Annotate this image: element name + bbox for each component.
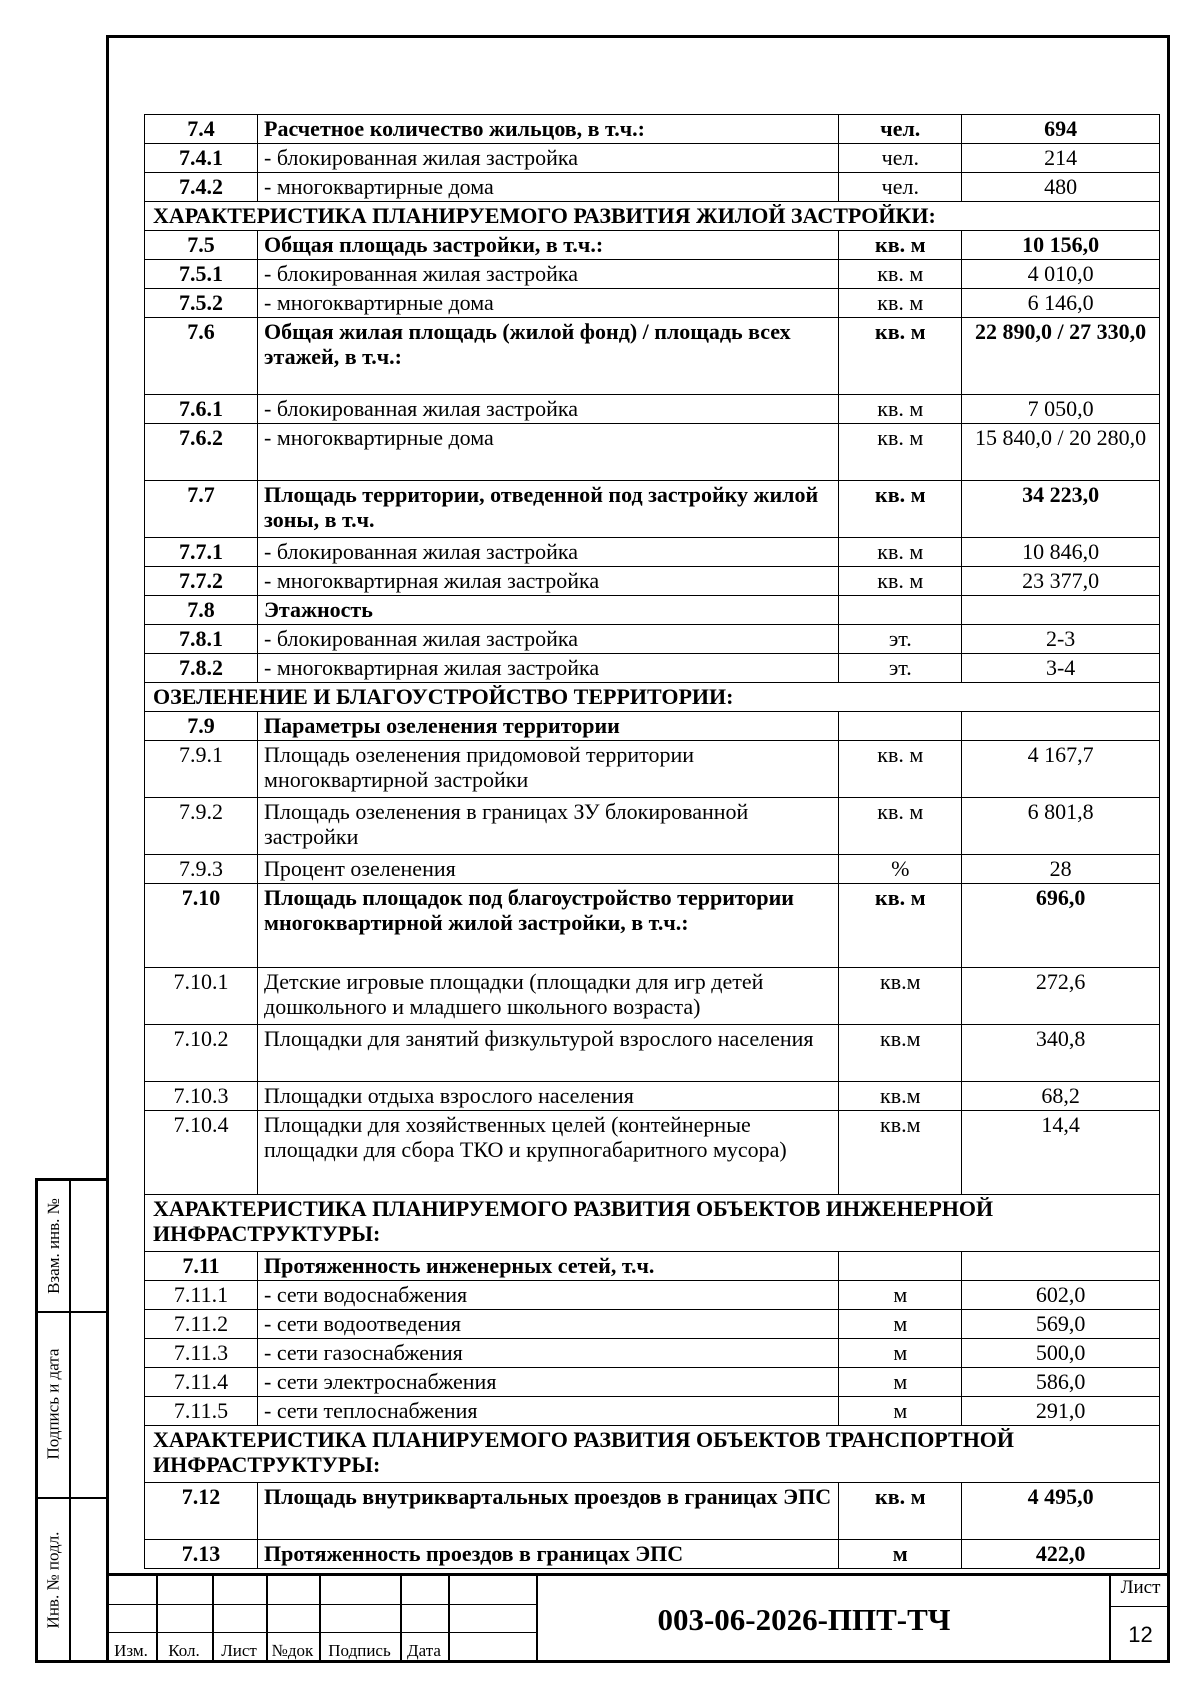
table-row xyxy=(145,596,1160,625)
row-number: 7.9.1 xyxy=(145,741,258,798)
table-row xyxy=(145,654,1160,683)
row-name: Детские игровые площадки (площадки для игр детей дошкольного и младшего школьного возраста) xyxy=(258,968,839,1025)
table-row xyxy=(145,712,1160,741)
row-unit: кв.м xyxy=(839,1025,962,1082)
table-row xyxy=(145,424,1160,481)
row-value: 480 xyxy=(962,173,1160,202)
table-row xyxy=(145,538,1160,567)
row-number: 7.9.2 xyxy=(145,798,258,855)
side-cell-replace-inv xyxy=(38,1181,69,1313)
section-title: ХАРАКТЕРИСТИКА ПЛАНИРУЕМОГО РАЗВИТИЯ ОБЪЕКТОВ ИНЖЕНЕРНОЙ ИНФРАСТРУКТУРЫ: xyxy=(145,1195,1160,1252)
row-name: - блокированная жилая застройка xyxy=(258,260,839,289)
row-number: 7.11.3 xyxy=(145,1339,258,1368)
stamp-hline-sheet xyxy=(1109,1606,1170,1607)
table-row xyxy=(145,144,1160,173)
row-number: 7.8.1 xyxy=(145,625,258,654)
table-row xyxy=(145,231,1160,260)
row-name: Процент озеленения xyxy=(258,855,839,884)
row-number: 7.11.5 xyxy=(145,1397,258,1426)
row-number: 7.7.1 xyxy=(145,538,258,567)
section-header-row xyxy=(145,1195,1160,1252)
table-row xyxy=(145,1339,1160,1368)
table-row xyxy=(145,1368,1160,1397)
stamp-header-signature: Подпись xyxy=(328,1641,391,1660)
row-value: 696,0 xyxy=(962,884,1160,968)
row-unit: кв. м xyxy=(839,481,962,538)
row-value: 4 495,0 xyxy=(962,1483,1160,1540)
row-unit: кв.м xyxy=(839,968,962,1025)
row-unit: кв.м xyxy=(839,1111,962,1195)
row-number: 7.5 xyxy=(145,231,258,260)
row-value: 214 xyxy=(962,144,1160,173)
table-row xyxy=(145,318,1160,395)
side-blank-column xyxy=(69,1181,106,1660)
side-binding-strip xyxy=(35,1178,106,1663)
row-name: Протяженность инженерных сетей, т.ч. xyxy=(258,1252,839,1281)
row-value: 422,0 xyxy=(962,1540,1160,1569)
row-number: 7.4.2 xyxy=(145,173,258,202)
row-name: - сети газоснабжения xyxy=(258,1339,839,1368)
table-row xyxy=(145,395,1160,424)
table-row xyxy=(145,260,1160,289)
row-name: Площадь внутриквартальных проездов в границах ЭПС xyxy=(258,1483,839,1540)
table-row xyxy=(145,798,1160,855)
row-name: - блокированная жилая застройка xyxy=(258,395,839,424)
section-title: ХАРАКТЕРИСТИКА ПЛАНИРУЕМОГО РАЗВИТИЯ ОБЪЕКТОВ ТРАНСПОРТНОЙ ИНФРАСТРУКТУРЫ: xyxy=(145,1426,1160,1483)
row-number: 7.7.2 xyxy=(145,567,258,596)
side-label-inv-original: Инв. № подл. xyxy=(43,1531,63,1629)
row-number: 7.10 xyxy=(145,884,258,968)
row-value: 23 377,0 xyxy=(962,567,1160,596)
row-unit: м xyxy=(839,1540,962,1569)
row-name: - многоквартирная жилая застройка xyxy=(258,654,839,683)
table-row xyxy=(145,884,1160,968)
row-name: - блокированная жилая застройка xyxy=(258,144,839,173)
row-value: 2-3 xyxy=(962,625,1160,654)
row-name: Общая площадь застройки, в т.ч.: xyxy=(258,231,839,260)
row-name: - блокированная жилая застройка xyxy=(258,538,839,567)
row-unit: м xyxy=(839,1281,962,1310)
table-row xyxy=(145,1281,1160,1310)
table-row xyxy=(145,1310,1160,1339)
sheet-number: 12 xyxy=(1128,1622,1153,1647)
row-unit: эт. xyxy=(839,625,962,654)
row-value: 28 xyxy=(962,855,1160,884)
table-row xyxy=(145,1483,1160,1540)
table-row xyxy=(145,968,1160,1025)
row-number: 7.11.1 xyxy=(145,1281,258,1310)
row-number: 7.10.4 xyxy=(145,1111,258,1195)
row-number: 7.13 xyxy=(145,1540,258,1569)
row-name: Протяженность проездов в границах ЭПС xyxy=(258,1540,839,1569)
row-unit xyxy=(839,1252,962,1281)
row-value: 10 156,0 xyxy=(962,231,1160,260)
row-name: Площадь площадок под благоустройство территории многоквартирной жилой застройки, в т.ч.: xyxy=(258,884,839,968)
stamp-header-docnum: №док xyxy=(271,1641,314,1660)
row-value xyxy=(962,596,1160,625)
row-value: 500,0 xyxy=(962,1339,1160,1368)
stamp-hline-2 xyxy=(106,1632,536,1633)
row-value xyxy=(962,712,1160,741)
row-value: 34 223,0 xyxy=(962,481,1160,538)
row-unit xyxy=(839,596,962,625)
row-number: 7.6.2 xyxy=(145,424,258,481)
row-value: 4 010,0 xyxy=(962,260,1160,289)
row-unit: кв. м xyxy=(839,798,962,855)
row-value: 586,0 xyxy=(962,1368,1160,1397)
row-unit: кв. м xyxy=(839,318,962,395)
row-name: - многоквартирная жилая застройка xyxy=(258,567,839,596)
row-number: 7.10.2 xyxy=(145,1025,258,1082)
row-name: Площадки для занятий физкультурой взрослого населения xyxy=(258,1025,839,1082)
row-name: - многоквартирные дома xyxy=(258,424,839,481)
table-row xyxy=(145,741,1160,798)
stamp-hline-1 xyxy=(106,1604,536,1605)
section-title: ХАРАКТЕРИСТИКА ПЛАНИРУЕМОГО РАЗВИТИЯ ЖИЛОЙ ЗАСТРОЙКИ: xyxy=(145,202,1160,231)
row-number: 7.7 xyxy=(145,481,258,538)
row-number: 7.5.2 xyxy=(145,289,258,318)
stamp-header-change: Изм. xyxy=(114,1641,148,1660)
row-number: 7.8.2 xyxy=(145,654,258,683)
side-labels-column xyxy=(38,1181,71,1660)
row-number: 7.6 xyxy=(145,318,258,395)
row-value: 14,4 xyxy=(962,1111,1160,1195)
row-value: 6 801,8 xyxy=(962,798,1160,855)
row-value: 3-4 xyxy=(962,654,1160,683)
sheet-label: Лист xyxy=(1120,1577,1161,1598)
row-unit: м xyxy=(839,1397,962,1426)
table-row xyxy=(145,1397,1160,1426)
row-unit: кв. м xyxy=(839,424,962,481)
table-row xyxy=(145,1025,1160,1082)
row-value: 6 146,0 xyxy=(962,289,1160,318)
row-number: 7.4.1 xyxy=(145,144,258,173)
row-unit: кв. м xyxy=(839,741,962,798)
row-value: 7 050,0 xyxy=(962,395,1160,424)
row-name: - сети электроснабжения xyxy=(258,1368,839,1397)
row-number: 7.10.3 xyxy=(145,1082,258,1111)
row-name: Общая жилая площадь (жилой фонд) / площадь всех этажей, в т.ч.: xyxy=(258,318,839,395)
stamp-header-date: Дата xyxy=(407,1641,441,1660)
row-unit: кв. м xyxy=(839,884,962,968)
row-unit: кв. м xyxy=(839,538,962,567)
row-number: 7.12 xyxy=(145,1483,258,1540)
stamp-header-count: Кол. xyxy=(168,1641,200,1660)
side-cell-signature-date xyxy=(38,1311,69,1499)
table-row xyxy=(145,1111,1160,1195)
row-unit: кв. м xyxy=(839,231,962,260)
row-value: 272,6 xyxy=(962,968,1160,1025)
row-number: 7.9 xyxy=(145,712,258,741)
row-unit: кв.м xyxy=(839,1082,962,1111)
row-name: Площадь озеленения придомовой территории многоквартирной застройки xyxy=(258,741,839,798)
section-header-row xyxy=(145,202,1160,231)
row-unit: чел. xyxy=(839,144,962,173)
row-name: - сети теплоснабжения xyxy=(258,1397,839,1426)
row-unit: чел. xyxy=(839,173,962,202)
row-unit: кв. м xyxy=(839,260,962,289)
row-number: 7.10.1 xyxy=(145,968,258,1025)
stamp-vline-6 xyxy=(448,1576,450,1663)
table-row xyxy=(145,115,1160,144)
row-name: Площадь озеленения в границах ЗУ блокированной застройки xyxy=(258,798,839,855)
side-blank-cell-3 xyxy=(69,1497,106,1663)
row-name: - сети водоотведения xyxy=(258,1310,839,1339)
row-name: Этажность xyxy=(258,596,839,625)
row-name: - многоквартирные дома xyxy=(258,173,839,202)
section-title: ОЗЕЛЕНЕНИЕ И БЛАГОУСТРОЙСТВО ТЕРРИТОРИИ: xyxy=(145,683,1160,712)
row-name: Параметры озеленения территории xyxy=(258,712,839,741)
table-row xyxy=(145,289,1160,318)
row-value: 602,0 xyxy=(962,1281,1160,1310)
row-unit: кв. м xyxy=(839,1483,962,1540)
row-value: 22 890,0 / 27 330,0 xyxy=(962,318,1160,395)
row-value: 15 840,0 / 20 280,0 xyxy=(962,424,1160,481)
row-unit: эт. xyxy=(839,654,962,683)
row-value xyxy=(962,1252,1160,1281)
row-unit: % xyxy=(839,855,962,884)
row-name: Площадки отдыха взрослого населения xyxy=(258,1082,839,1111)
table-row xyxy=(145,567,1160,596)
document-code: 003-06-2026-ППТ-ТЧ xyxy=(657,1601,951,1637)
row-number: 7.5.1 xyxy=(145,260,258,289)
row-name: Площадь территории, отведенной под застройку жилой зоны, в т.ч. xyxy=(258,481,839,538)
row-unit: чел. xyxy=(839,115,962,144)
side-blank-cell-1 xyxy=(69,1181,106,1313)
row-value: 569,0 xyxy=(962,1310,1160,1339)
section-header-row xyxy=(145,683,1160,712)
side-blank-cell-2 xyxy=(69,1311,106,1499)
row-number: 7.11.2 xyxy=(145,1310,258,1339)
row-value: 68,2 xyxy=(962,1082,1160,1111)
row-value: 10 846,0 xyxy=(962,538,1160,567)
table-row xyxy=(145,1252,1160,1281)
row-value: 694 xyxy=(962,115,1160,144)
row-unit: кв. м xyxy=(839,395,962,424)
row-number: 7.4 xyxy=(145,115,258,144)
side-cell-inv-original xyxy=(38,1497,69,1663)
row-value: 340,8 xyxy=(962,1025,1160,1082)
row-unit: м xyxy=(839,1368,962,1397)
row-unit: кв. м xyxy=(839,289,962,318)
table-row xyxy=(145,1540,1160,1569)
row-number: 7.11 xyxy=(145,1252,258,1281)
title-block xyxy=(106,1573,1170,1663)
row-unit xyxy=(839,712,962,741)
side-label-replace-inv: Взам. инв. № xyxy=(43,1198,63,1294)
row-name: - блокированная жилая застройка xyxy=(258,625,839,654)
row-name: Расчетное количество жильцов, в т.ч.: xyxy=(258,115,839,144)
stamp-header-sheet: Лист xyxy=(221,1641,257,1660)
row-unit: м xyxy=(839,1339,962,1368)
row-unit: м xyxy=(839,1310,962,1339)
row-name: - сети водоснабжения xyxy=(258,1281,839,1310)
side-label-signature-date: Подпись и дата xyxy=(43,1348,63,1460)
table-row xyxy=(145,481,1160,538)
row-number: 7.9.3 xyxy=(145,855,258,884)
table-row xyxy=(145,855,1160,884)
row-number: 7.11.4 xyxy=(145,1368,258,1397)
table-row xyxy=(145,173,1160,202)
row-name: - многоквартирные дома xyxy=(258,289,839,318)
row-number: 7.8 xyxy=(145,596,258,625)
row-value: 4 167,7 xyxy=(962,741,1160,798)
row-name: Площадки для хозяйственных целей (контейнерные площадки для сбора ТКО и крупногабаритного мусора) xyxy=(258,1111,839,1195)
section-header-row xyxy=(145,1426,1160,1483)
row-value: 291,0 xyxy=(962,1397,1160,1426)
table-row xyxy=(145,625,1160,654)
row-unit: кв. м xyxy=(839,567,962,596)
row-number: 7.6.1 xyxy=(145,395,258,424)
indicators-table xyxy=(144,114,1160,1569)
table-row xyxy=(145,1082,1160,1111)
